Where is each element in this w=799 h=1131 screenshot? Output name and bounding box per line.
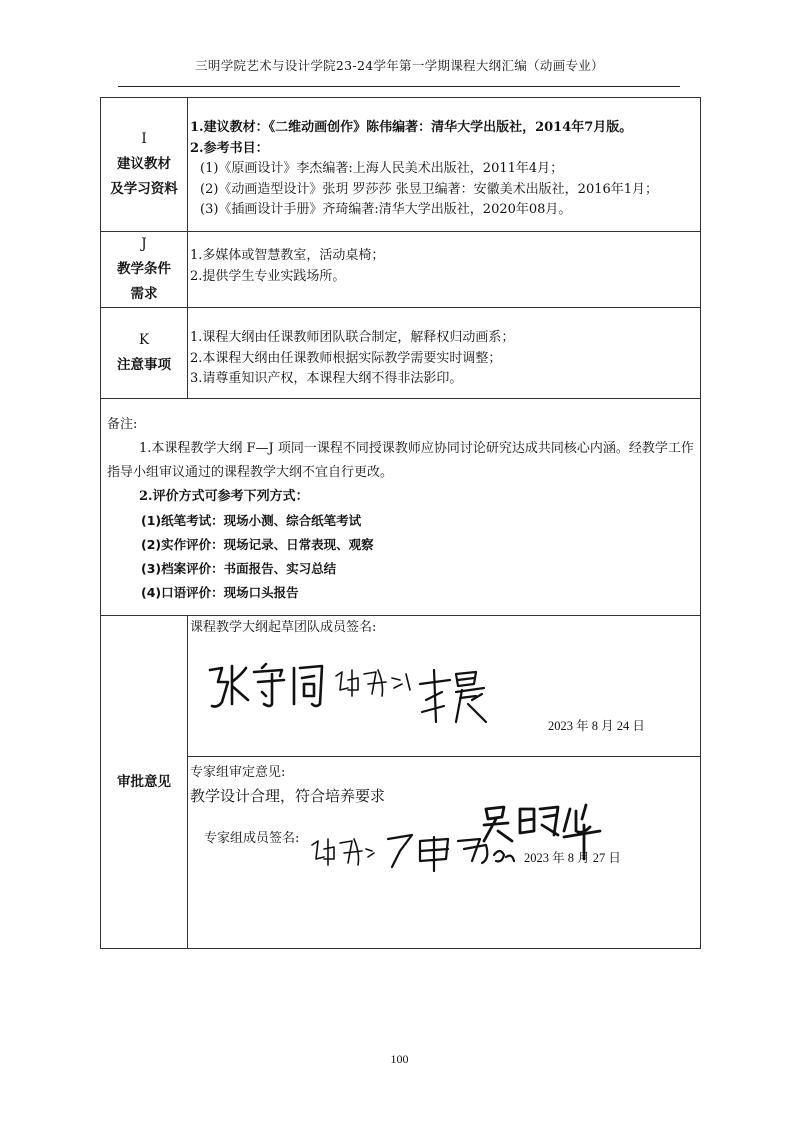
section-k-row	[101, 308, 701, 399]
ref-item: (2)《动画造型设计》张玥 罗莎莎 张昱卫编著：安徽美术出版社，2016年1月；	[200, 181, 659, 197]
condition-item: 1.多媒体或智慧教室，活动桌椅；	[190, 248, 385, 263]
header-rule	[118, 86, 680, 87]
section-i-content	[188, 98, 701, 232]
expert-signatures-image	[308, 801, 628, 881]
drafting-row	[101, 616, 701, 757]
expert-sign-label: 专家组成员签名:	[204, 831, 300, 846]
section-j-letter: J	[141, 236, 147, 252]
notes-cell	[101, 399, 701, 616]
section-i-label-1: 建议教材	[117, 156, 171, 172]
notice-item: 3.请尊重知识产权，本课程大纲不得非法影印。	[190, 371, 463, 386]
approval-label: 审批意见	[117, 773, 171, 790]
section-j-label-1: 教学条件	[117, 261, 171, 277]
notes-line-1: 1.本课程教学大纲 F—J 项同一课程不同授课教师应协同讨论研究达成共同核心内涵。经教学工作指导小组审议通过的课程教学大纲不宜自行更改。	[107, 441, 694, 480]
drafting-date: 2023 年 8 月 24 日	[548, 719, 645, 733]
drafting-signatures-image	[206, 660, 506, 730]
section-i-letter: I	[141, 131, 147, 147]
expert-cell	[188, 757, 701, 949]
page-number: 100	[390, 1052, 409, 1066]
section-k-content	[188, 308, 701, 399]
section-k-letter: K	[138, 332, 150, 348]
section-j-row	[101, 232, 701, 308]
notice-item: 1.课程大纲由任课教师团队联合制定，解释权归动画系；	[190, 330, 515, 345]
expert-opinion: 教学设计合理，符合培养要求	[190, 786, 386, 805]
section-k-label-1: 注意事项	[117, 357, 171, 373]
drafting-team-label: 课程教学大纲起草团队成员签名:	[190, 620, 377, 635]
expert-opinion-label: 专家组审定意见:	[190, 765, 286, 780]
section-i-label-2: 及学习资料	[110, 181, 178, 197]
notes-heading: 备注:	[107, 417, 138, 432]
criteria-item: (3)档案评价：书面报告、实习总结	[141, 561, 337, 576]
approval-label-cell	[101, 616, 188, 949]
section-k-label	[101, 308, 188, 399]
expert-date: 2023 年 8 月 27 日	[524, 851, 621, 865]
criteria-item: (4)口语评价：现场口头报告	[141, 585, 299, 600]
notes-row	[101, 399, 701, 616]
expert-row	[101, 757, 701, 949]
notes-line-2: 2.评价方式可参考下列方式：	[139, 489, 309, 504]
textbook-line: 1.建议教材：《二维动画创作》陈伟编著：清华大学出版社，2014年7月版。	[190, 120, 633, 135]
criteria-item: (2)实作评价：现场记录、日常表现、观察	[141, 537, 374, 552]
criteria-item: (1)纸笔考试：现场小测、综合纸笔考试	[141, 513, 362, 528]
ref-item: (3)《插画设计手册》齐琦编著:清华大学出版社，2020年08月。	[200, 202, 572, 217]
section-i-label	[101, 98, 188, 232]
section-j-label-2: 需求	[130, 286, 158, 302]
section-i-row	[101, 98, 701, 232]
section-j-content	[188, 232, 701, 308]
notice-item: 2.本课程大纲由任课教师根据实际教学需要实时调整；	[190, 350, 502, 366]
section-j-label	[101, 232, 188, 308]
ref-item: (1)《原画设计》李杰编著:上海人民美术出版社，2011年4月；	[200, 161, 564, 176]
page-header: 三明学院艺术与设计学院23-24学年第一学期课程大纲汇编（动画专业）	[195, 58, 604, 73]
syllabus-table	[100, 97, 701, 949]
refs-title: 2.参考书目：	[190, 140, 269, 156]
drafting-cell	[188, 616, 701, 757]
condition-item: 2.提供学生专业实践场所。	[190, 268, 346, 284]
